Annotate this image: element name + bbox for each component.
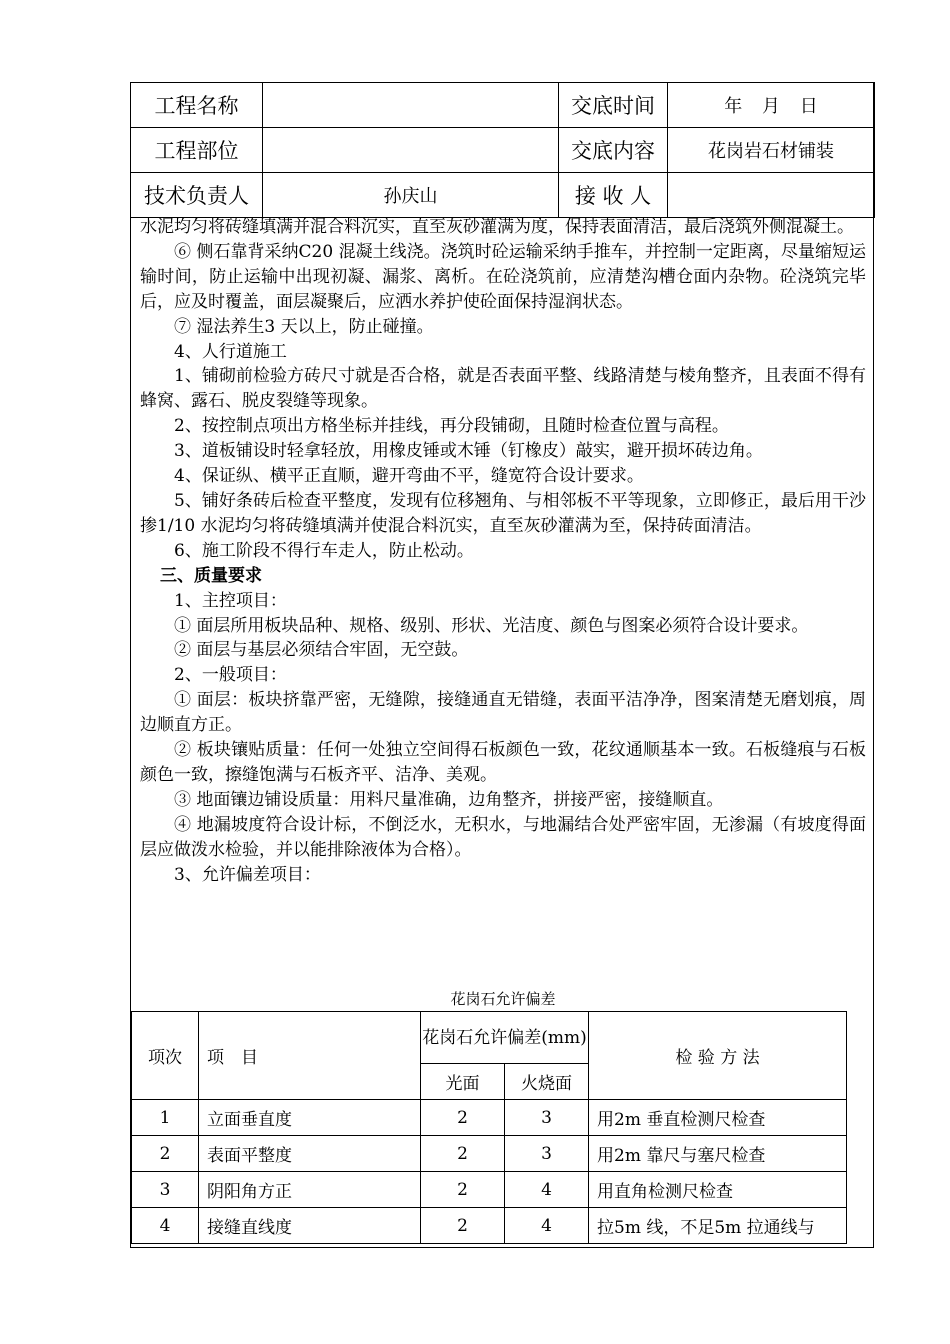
- row-polished: 2: [421, 1100, 505, 1136]
- row-no: 3: [132, 1172, 199, 1208]
- paragraph: ④ 地漏坡度符合设计标，不倒泛水，无积水，与地漏结合处严密牢固，无渗漏（有坡度得面层应做泼水检验，并以能排除液体为合格）。: [140, 814, 866, 860]
- paragraph: 2、按控制点项出方格坐标并挂线，再分段铺砌，且随时检查位置与高程。: [174, 416, 729, 437]
- handover-time-label: 交底时间: [559, 83, 668, 128]
- table-row: [132, 1208, 847, 1244]
- row-no: 4: [132, 1208, 199, 1244]
- document-body: [140, 215, 866, 887]
- paragraph: 水泥均匀将砖缝填满并混合料沉实，直至灰砂灌满为度，保持表面清洁，最后浇筑外侧混凝土。: [140, 217, 854, 237]
- table-row: [132, 1136, 847, 1172]
- section-heading: 4、人行道施工: [174, 341, 287, 362]
- row-method: 用2m 靠尺与塞尺检查: [589, 1136, 847, 1172]
- paragraph: 3、道板铺设时轻拿轻放，用橡皮锤或木锤（钉橡皮）敲实，避开损坏砖边角。: [174, 441, 763, 462]
- col-header-tolerance: 花岗石允许偏差(mm): [421, 1012, 589, 1064]
- col-header-polished: 光面: [421, 1064, 505, 1100]
- row-method: 用2m 垂直检测尺检查: [589, 1100, 847, 1136]
- handover-time-value: 年 月 日: [668, 83, 875, 128]
- handover-content-label: 交底内容: [559, 128, 668, 173]
- receiver-label: 接 收 人: [559, 173, 668, 218]
- paragraph: 1、铺砌前检验方砖尺寸就是否合格，就是否表面平整、线路清楚与棱角整齐，且表面不得有蜂窝、露石、脱皮裂缝等现象。: [140, 366, 866, 412]
- col-header-flamed: 火烧面: [505, 1064, 589, 1100]
- table-row: [132, 1100, 847, 1136]
- paragraph: ① 面层：板块挤靠严密，无缝隙，接缝通直无错缝，表面平洁净净，图案清楚无磨划痕，周边顺直方正。: [140, 690, 866, 736]
- quality-heading: 三、质量要求: [160, 565, 262, 586]
- project-name-label: 工程名称: [131, 83, 263, 128]
- paragraph: ② 面层与基层必须结合牢固，无空鼓。: [174, 640, 469, 661]
- paragraph: 3、允许偏差项目：: [174, 864, 321, 885]
- col-header-method: 检 验 方 法: [589, 1012, 847, 1100]
- row-item: 阴阳角方正: [199, 1172, 421, 1208]
- col-header-item: 项 目: [199, 1012, 421, 1100]
- table-row: [132, 1172, 847, 1208]
- paragraph: ③ 地面镶边铺设质量：用料尺量准确，边角整齐，拼接严密，接缝顺直。: [174, 789, 724, 810]
- row-no: 1: [132, 1100, 199, 1136]
- row-polished: 2: [421, 1172, 505, 1208]
- col-header-no: 项次: [132, 1012, 199, 1100]
- paragraph: 4、保证纵、横平正直顺，避开弯曲不平，缝宽符合设计要求。: [174, 466, 644, 487]
- table-caption: 花岗石允许偏差: [450, 990, 556, 1008]
- row-item: 接缝直线度: [199, 1208, 421, 1244]
- header-table: [130, 82, 875, 218]
- row-method: 用直角检测尺检查: [589, 1172, 847, 1208]
- tech-lead-value: 孙庆山: [263, 173, 559, 218]
- row-no: 2: [132, 1136, 199, 1172]
- paragraph: 1、主控项目：: [174, 590, 287, 611]
- row-flamed: 3: [505, 1136, 589, 1172]
- project-name-value: [263, 83, 559, 128]
- row-item: 表面平整度: [199, 1136, 421, 1172]
- paragraph: 5、铺好条砖后检查平整度，发现有位移翘角、与相邻板不平等现象，立即修正，最后用干沙掺1/10 水泥均匀将砖缝填满并使混合料沉实，直至灰砂灌满为至，保持砖面清洁。: [140, 490, 866, 536]
- row-flamed: 4: [505, 1172, 589, 1208]
- deviation-table: [131, 1011, 847, 1244]
- row-polished: 2: [421, 1136, 505, 1172]
- handover-content-value: 花岗岩石材铺装: [668, 128, 875, 173]
- project-part-value: [263, 128, 559, 173]
- paragraph: ② 板块镶贴质量：任何一处独立空间得石板颜色一致，花纹通顺基本一致。石板缝痕与石板颜色一致，擦缝饱满与石板齐平、洁净、美观。: [140, 740, 866, 785]
- paragraph: ⑦ 湿法养生3 天以上，防止碰撞。: [174, 316, 434, 337]
- paragraph: 2、一般项目：: [174, 665, 287, 686]
- paragraph: ① 面层所用板块品种、规格、级别、形状、光洁度、颜色与图案必须符合设计要求。: [174, 615, 809, 636]
- project-part-label: 工程部位: [131, 128, 263, 173]
- paragraph: 6、施工阶段不得行车走人，防止松动。: [174, 540, 474, 561]
- receiver-value: [668, 173, 875, 218]
- row-method: 拉5m 线，不足5m 拉通线与: [589, 1208, 847, 1244]
- paragraph: ⑥ 侧石靠背采纳C20 混凝土线浇。浇筑时砼运输采纳手推车，并控制一定距离，尽量缩短运输时间，防止运输中出现初凝、漏浆、离析。在砼浇筑前，应清楚沟槽仓面内杂物。砼浇筑完毕后，应及时覆盖，面层凝聚后，应洒水养护使砼面保持湿润状态。: [140, 241, 866, 312]
- row-flamed: 4: [505, 1208, 589, 1244]
- row-item: 立面垂直度: [199, 1100, 421, 1136]
- row-polished: 2: [421, 1208, 505, 1244]
- tech-lead-label: 技术负责人: [131, 173, 263, 218]
- row-flamed: 3: [505, 1100, 589, 1136]
